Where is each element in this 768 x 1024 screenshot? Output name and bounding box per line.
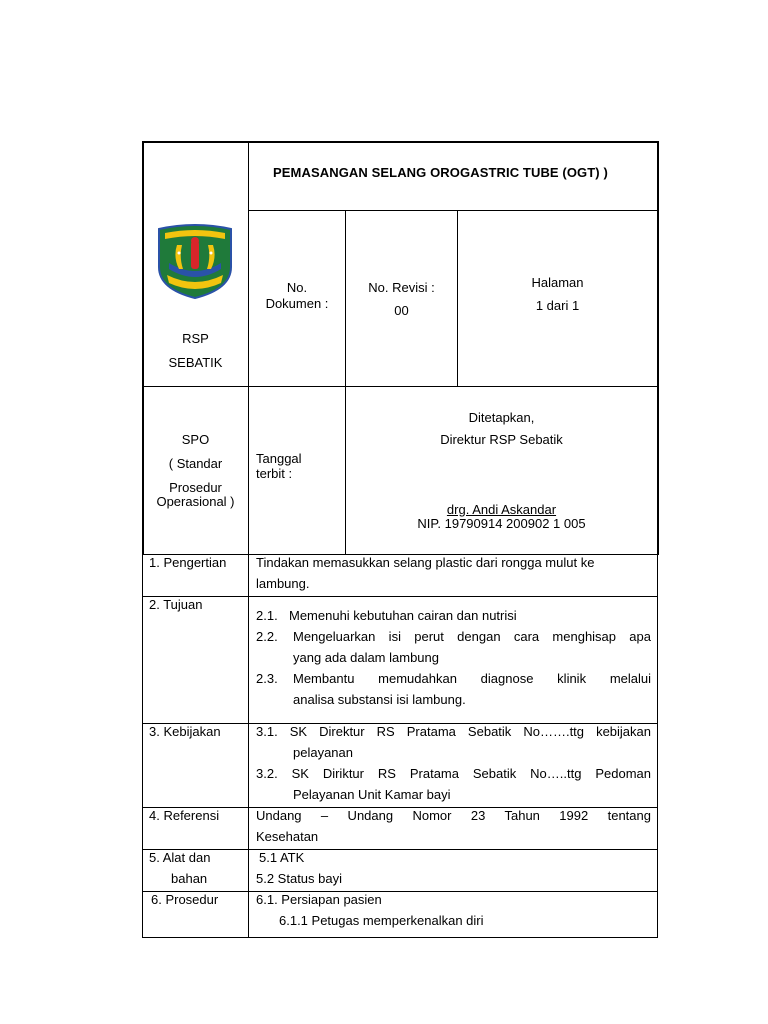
signer-nip: NIP. 19790914 200902 1 005 [417,516,586,531]
kebijakan-item-1-line1: 3.1. SK Direktur RS Pratama Sebatik No…….ttg kebijakan [256,724,651,739]
alat-item-2: 5.2 Status bayi [256,871,342,886]
kebijakan-item-2-line2: Pelayanan Unit Kamar bayi [293,787,451,802]
tanggal-terbit-line2: terbit : [256,466,293,481]
kebijakan-item-1-line2: pelayanan [293,745,353,760]
pengertian-text-line1: Tindakan memasukkan selang plastic dari rongga mulut ke [256,555,595,570]
divider-title-bottom [248,210,658,211]
kabupaten-crest-icon [155,223,235,299]
prosedur-label: 6. Prosedur [151,892,219,907]
tujuan-label: 2. Tujuan [149,597,203,612]
alat-item-1: 5.1 ATK [259,850,305,865]
pengertian-text-line2: lambung. [256,576,310,591]
tujuan-item-2-text-line2: yang ada dalam lambung [293,650,439,665]
row-divider-4 [142,849,658,850]
referensi-text-line1: Undang – Undang Nomor 23 Tahun 1992 tentang [256,808,651,823]
ditetapkan-label: Ditetapkan, [468,410,535,425]
spo-line4: Operasional ) [156,494,235,509]
divider-logo-col [248,141,249,555]
row-divider-5 [142,891,658,892]
prosedur-item-1: 6.1. Persiapan pasien [256,892,382,907]
border-bottom [142,937,658,938]
tujuan-item-3-text-line2: analisa substansi isi lambung. [293,692,466,707]
divider-label-col [248,554,249,938]
no-revisi-label: No. Revisi : [368,280,435,295]
row-divider-1 [142,596,658,597]
no-dokumen-label-line2: Dokumen : [265,296,329,311]
alat-label-line1: 5. Alat dan [149,850,211,865]
spo-line3: Prosedur [169,480,222,495]
border-left-body [142,554,143,938]
spo-line2: ( Standar [168,456,223,471]
pengertian-label: 1. Pengertian [149,555,227,570]
border-right-body [657,554,658,938]
document-title: PEMASANGAN SELANG OROGASTRIC TUBE (OGT) ) [273,165,608,180]
tujuan-item-2-text-line1: Mengeluarkan isi perut dengan cara menghisap apa [293,629,651,644]
halaman-label: Halaman [531,275,584,290]
border-top [142,141,659,143]
tujuan-item-3-number: 2.3. [256,671,278,686]
referensi-label: 4. Referensi [149,808,220,823]
prosedur-item-2: 6.1.1 Petugas memperkenalkan diri [279,913,484,928]
spo-line1: SPO [181,432,210,447]
tujuan-item-1-text: Memenuhi kebutuhan cairan dan nutrisi [289,608,517,623]
divider-header-mid [142,386,659,387]
tujuan-item-1-number: 2.1. [256,608,278,623]
alat-label-line2: bahan [171,871,208,886]
no-dokumen-label-line1: No. [286,280,308,295]
border-right-header [657,141,659,555]
halaman-value: 1 dari 1 [535,298,580,313]
tanggal-terbit-line1: Tanggal [256,451,302,466]
tujuan-item-3-text-line1: Membantu memudahkan diagnose klinik melalui [293,671,651,686]
tujuan-item-2-number: 2.2. [256,629,278,644]
kebijakan-label: 3. Kebijakan [149,724,221,739]
referensi-text-line2: Kesehatan [256,829,319,844]
signer-name: drg. Andi Askandar [446,502,557,517]
org-name-line1: RSP [182,331,209,346]
direktur-label: Direktur RSP Sebatik [440,432,563,447]
org-name-line2: SEBATIK [168,355,223,370]
no-revisi-value: 00 [394,303,409,318]
kebijakan-item-2-line1: 3.2. SK Diriktur RS Pratama Sebatik No…..ttg Pedoman [256,766,651,781]
